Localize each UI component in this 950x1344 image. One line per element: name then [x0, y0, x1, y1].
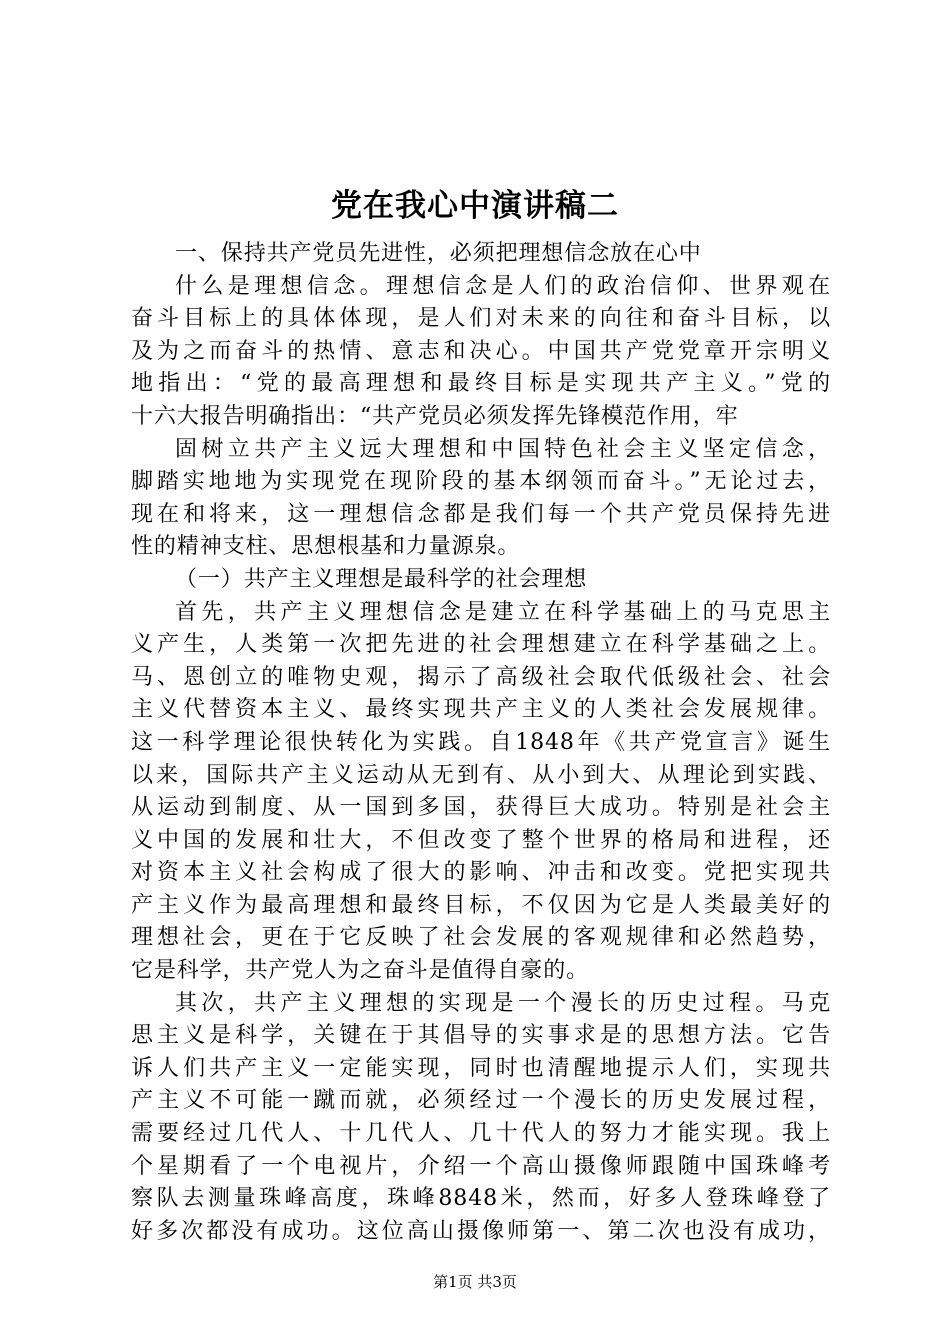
text-line: 地指出：“党的最高理想和最终目标是实现共产主义。”党的	[131, 371, 831, 397]
text-line: 产主义不可能一蹴而就，必须经过一个漫长的历史发展过程，	[131, 1088, 831, 1114]
text-line: 义中国的发展和壮大，不但改变了整个世界的格局和进程，还	[131, 827, 831, 853]
text-line: 奋斗目标上的具体体现，是人们对未来的向往和奋斗目标，以	[131, 306, 831, 332]
text-line: 好多次都没有成功。这位高山摄像师第一、第二次也没有成功，	[131, 1218, 831, 1244]
text-line: 产主义作为最高理想和最终目标，不仅因为它是人类最美好的	[131, 892, 831, 918]
text-line: 从运动到制度、从一国到多国，获得巨大成功。特别是社会主	[131, 795, 831, 821]
text-line: 及为之而奋斗的热情、意志和决心。中国共产党党章开宗明义	[131, 338, 831, 364]
text-line: 义产生，人类第一次把先进的社会理想建立在科学基础之上。	[131, 632, 831, 658]
text-line: 思主义是科学，关键在于其倡导的实事求是的思想方法。它告	[131, 1023, 831, 1049]
document-body	[131, 238, 831, 1248]
text-line: 需要经过几代人、十几代人、几十代人的努力才能实现。我上	[131, 1121, 831, 1147]
text-line: 十六大报告明确指出：“共产党员必须发挥先锋模范作用，牢	[131, 403, 739, 429]
text-line: 马、恩创立的唯物史观，揭示了高级社会取代低级社会、社会	[131, 664, 831, 690]
text-line: 现在和将来，这一理想信念都是我们每一个共产党员保持先进	[131, 501, 831, 527]
text-line: 以来，国际共产主义运动从无到有、从小到大、从理论到实践、	[131, 762, 831, 788]
document-title: 党在我心中演讲稿二	[331, 188, 619, 224]
text-line: （一）共产主义理想是最科学的社会理想	[175, 566, 588, 592]
text-line: 脚踏实地地为实现党在现阶段的基本纲领而奋斗。”无论过去，	[131, 469, 831, 495]
text-line: 对资本主义社会构成了很大的影响、冲击和改变。党把实现共	[131, 860, 831, 886]
text-line: 什么是理想信念。理想信念是人们的政治信仰、世界观在	[175, 273, 831, 299]
text-line: 理想社会，更在于它反映了社会发展的客观规律和必然趋势，	[131, 925, 831, 951]
text-line: 察队去测量珠峰高度，珠峰8848米，然而，好多人登珠峰登了	[131, 1186, 831, 1212]
text-line: 一、保持共产党员先进性，必须把理想信念放在心中	[175, 241, 702, 266]
text-line: 这一科学理论很快转化为实践。自1848年《共产党宣言》诞生	[131, 729, 831, 755]
page-footer: 第1页 共3页	[433, 1273, 517, 1291]
text-line: 其次，共产主义理想的实现是一个漫长的历史过程。马克	[175, 990, 831, 1016]
text-line: 诉人们共产主义一定能实现，同时也清醒地提示人们，实现共	[131, 1055, 831, 1081]
text-line: 它是科学，共产党人为之奋斗是值得自豪的。	[131, 958, 590, 984]
text-line: 性的精神支柱、思想根基和力量源泉。	[131, 534, 521, 560]
text-line: 个星期看了一个电视片，介绍一个高山摄像师跟随中国珠峰考	[131, 1153, 831, 1179]
text-line: 固树立共产主义远大理想和中国特色社会主义坚定信念，	[175, 436, 831, 462]
text-line: 首先，共产主义理想信念是建立在科学基础上的马克思主	[175, 599, 831, 625]
text-line: 主义代替资本主义、最终实现共产主义的人类社会发展规律。	[131, 697, 831, 723]
